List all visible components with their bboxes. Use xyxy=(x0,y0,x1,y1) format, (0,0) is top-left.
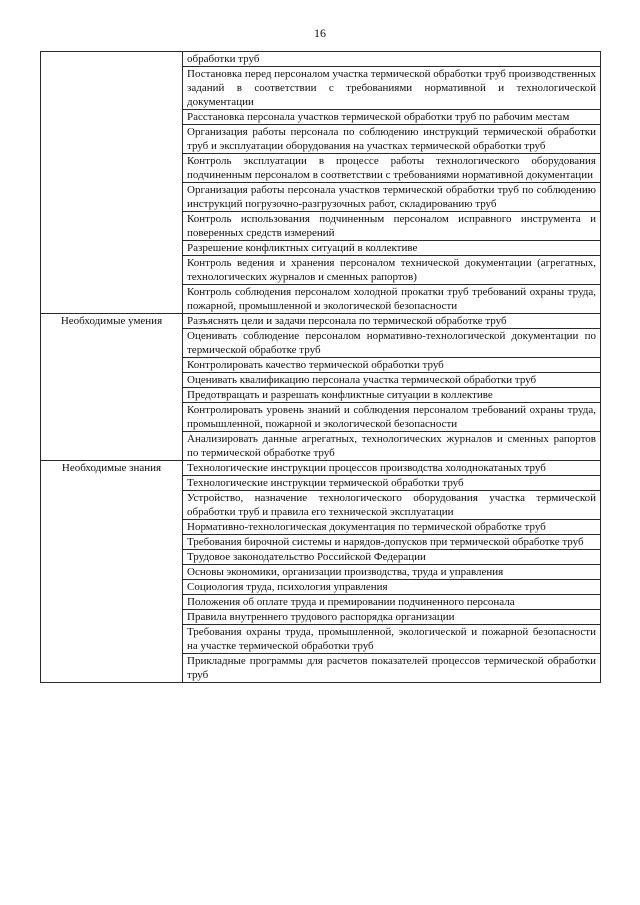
section-item: Трудовое законодательство Российской Федерации xyxy=(183,550,601,565)
table-row xyxy=(41,314,601,329)
table-row xyxy=(41,52,601,67)
section-item: Основы экономики, организации производства, труда и управления xyxy=(183,565,601,580)
section-item: Постановка перед персоналом участка термической обработки труб производственных заданий в соответствии с требованиями нормативной и технологической документации xyxy=(183,67,601,110)
section-label xyxy=(41,52,183,314)
section-item: Предотвращать и разрешать конфликтные ситуации в коллективе xyxy=(183,388,601,403)
section-item: Организация работы персонала по соблюдению инструкций термической обработки труб и эксплуатации оборудования на участках термической обработки труб xyxy=(183,125,601,154)
section-item: Технологические инструкции процессов производства холоднокатаных труб xyxy=(183,461,601,476)
section-item: Технологические инструкции термической обработки труб xyxy=(183,476,601,491)
section-label: Необходимые знания xyxy=(41,461,183,683)
section-item: Правила внутреннего трудового распорядка организации xyxy=(183,610,601,625)
section-item: Прикладные программы для расчетов показателей процессов термической обработки труб xyxy=(183,654,601,683)
section-item: Контролировать уровень знаний и соблюдения персоналом требований охраны труда, промышленной, пожарной и экологической безопасности xyxy=(183,403,601,432)
section-item: Контролировать качество термической обработки труб xyxy=(183,358,601,373)
page-number: 16 xyxy=(314,26,326,40)
section-item: Расстановка персонала участков термической обработки труб по рабочим местам xyxy=(183,110,601,125)
qualification-table xyxy=(40,51,601,683)
section-item: Оценивать квалификацию персонала участка термической обработки труб xyxy=(183,373,601,388)
section-item: Оценивать соблюдение персоналом нормативно-технологической документации по термической обработке труб xyxy=(183,329,601,358)
section-item: Социология труда, психология управления xyxy=(183,580,601,595)
section-item: Контроль соблюдения персоналом холодной прокатки труб требований охраны труда, пожарной, промышленной и экологической безопасности xyxy=(183,285,601,314)
section-item: Требования охраны труда, промышленной, экологической и пожарной безопасности на участке термической обработки труб xyxy=(183,625,601,654)
section-item: Положения об оплате труда и премировании подчиненного персонала xyxy=(183,595,601,610)
section-item: Требования бирочной системы и нарядов-допусков при термической обработке труб xyxy=(183,535,601,550)
section-item: Анализировать данные агрегатных, технологических журналов и сменных рапортов по термической обработке труб xyxy=(183,432,601,461)
section-item: Контроль использования подчиненным персоналом исправного инструмента и поверенных средств измерений xyxy=(183,212,601,241)
section-item: Контроль эксплуатации в процессе работы технологического оборудования подчиненным персоналом в соответствии с требованиями нормативной документации xyxy=(183,154,601,183)
table-body xyxy=(41,52,601,683)
section-item: Разрешение конфликтных ситуаций в коллективе xyxy=(183,241,601,256)
section-item: Разъяснять цели и задачи персонала по термической обработке труб xyxy=(183,314,601,329)
section-item: Устройство, назначение технологического оборудования участка термической обработки труб и правила его технической эксплуатации xyxy=(183,491,601,520)
section-item: Организация работы персонала участков термической обработки труб по соблюдению инструкций погрузочно-разгрузочных работ, складированию труб xyxy=(183,183,601,212)
section-item: обработки труб xyxy=(183,52,601,67)
section-item: Нормативно-технологическая документация по термической обработке труб xyxy=(183,520,601,535)
section-label: Необходимые умения xyxy=(41,314,183,461)
section-item: Контроль ведения и хранения персоналом технической документации (агрегатных, технологических журналов и сменных рапортов) xyxy=(183,256,601,285)
table-row xyxy=(41,461,601,476)
